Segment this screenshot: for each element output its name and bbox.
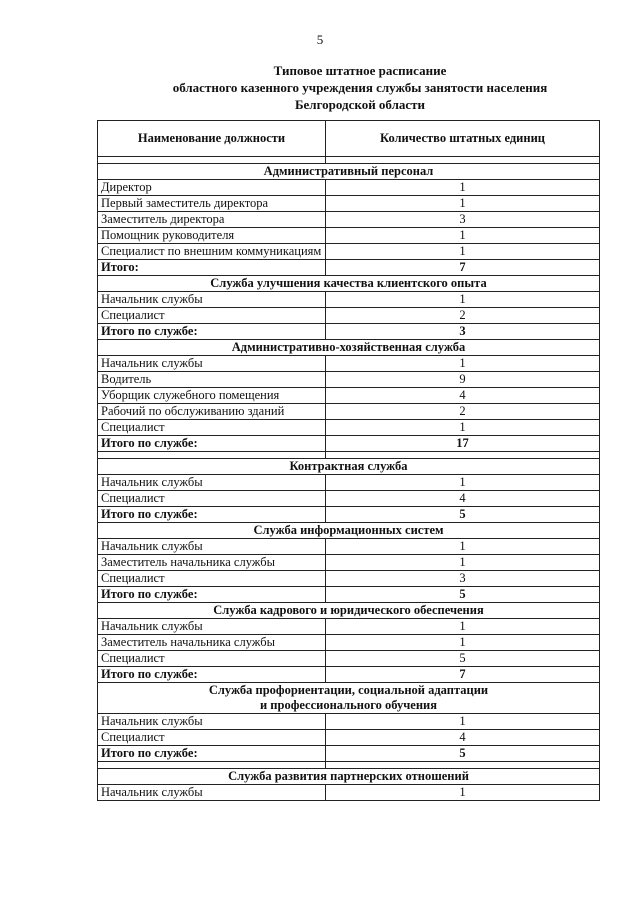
section-row (98, 276, 600, 292)
spacer-row (98, 762, 600, 769)
section-row (98, 769, 600, 785)
staff-schedule-table (97, 120, 600, 801)
position-count: 1 (326, 292, 600, 308)
position-name: Специалист (98, 308, 326, 324)
position-name: Специалист (98, 651, 326, 667)
table-header-row (98, 121, 600, 157)
position-count: 9 (326, 372, 600, 388)
position-name: Начальник службы (98, 785, 326, 801)
table-row (98, 571, 600, 587)
table-row (98, 714, 600, 730)
section-title: Административно-хозяйственная служба (98, 340, 600, 356)
total-label: Итого по службе: (98, 507, 326, 523)
total-row (98, 587, 600, 603)
page-number: 5 (316, 32, 324, 47)
position-name: Помощник руководителя (98, 228, 326, 244)
position-count: 1 (326, 180, 600, 196)
position-name: Заместитель начальника службы (98, 635, 326, 651)
section-title (98, 683, 600, 714)
total-row (98, 667, 600, 683)
position-count: 1 (326, 196, 600, 212)
section-title: Служба кадрового и юридического обеспечения (98, 603, 600, 619)
section-title-line-2: и профессионального обучения (259, 698, 438, 712)
table-row (98, 356, 600, 372)
position-count: 1 (326, 475, 600, 491)
table-row (98, 555, 600, 571)
position-name: Начальник службы (98, 539, 326, 555)
total-row (98, 507, 600, 523)
table-row (98, 372, 600, 388)
table-row (98, 635, 600, 651)
table-row (98, 308, 600, 324)
position-name: Специалист (98, 420, 326, 436)
position-count: 1 (326, 555, 600, 571)
position-name: Начальник службы (98, 292, 326, 308)
table-row (98, 785, 600, 801)
position-name: Водитель (98, 372, 326, 388)
total-value: 7 (326, 260, 600, 276)
position-name: Рабочий по обслуживанию зданий (98, 404, 326, 420)
table-row (98, 212, 600, 228)
table-row (98, 404, 600, 420)
table-row (98, 539, 600, 555)
section-title: Служба развития партнерских отношений (98, 769, 600, 785)
total-row (98, 260, 600, 276)
position-name: Первый заместитель директора (98, 196, 326, 212)
table-row (98, 244, 600, 260)
table-row (98, 180, 600, 196)
table-row (98, 491, 600, 507)
position-count: 1 (326, 244, 600, 260)
total-row (98, 746, 600, 762)
section-title: Административный персонал (98, 164, 600, 180)
position-name: Уборщик служебного помещения (98, 388, 326, 404)
title-line-3: Белгородской области (294, 97, 426, 112)
table-row (98, 196, 600, 212)
table-row (98, 730, 600, 746)
document-title (60, 62, 640, 113)
total-label: Итого: (98, 260, 326, 276)
position-count: 1 (326, 785, 600, 801)
total-value: 5 (326, 746, 600, 762)
position-name: Специалист (98, 491, 326, 507)
position-name: Директор (98, 180, 326, 196)
table-row (98, 388, 600, 404)
total-label: Итого по службе: (98, 746, 326, 762)
section-row (98, 603, 600, 619)
position-count: 1 (326, 228, 600, 244)
title-line-2: областного казенного учреждения службы занятости населения (172, 80, 548, 95)
position-count: 4 (326, 388, 600, 404)
total-label: Итого по службе: (98, 324, 326, 340)
position-count: 1 (326, 619, 600, 635)
section-title: Контрактная служба (98, 459, 600, 475)
position-name: Специалист по внешним коммуникациям (98, 244, 326, 260)
total-row (98, 436, 600, 452)
column-header-count: Количество штатных единиц (326, 121, 600, 157)
position-count: 3 (326, 571, 600, 587)
total-value: 5 (326, 507, 600, 523)
position-name: Начальник службы (98, 619, 326, 635)
position-count: 1 (326, 356, 600, 372)
total-value: 7 (326, 667, 600, 683)
position-name: Специалист (98, 730, 326, 746)
total-label: Итого по службе: (98, 587, 326, 603)
position-name: Заместитель начальника службы (98, 555, 326, 571)
title-line-1: Типовое штатное расписание (273, 63, 447, 78)
position-count: 4 (326, 491, 600, 507)
position-count: 1 (326, 420, 600, 436)
total-value: 3 (326, 324, 600, 340)
position-count: 4 (326, 730, 600, 746)
section-row (98, 523, 600, 539)
position-name: Начальник службы (98, 356, 326, 372)
total-label: Итого по службе: (98, 667, 326, 683)
spacer-row (98, 157, 600, 164)
position-count: 1 (326, 635, 600, 651)
position-count: 5 (326, 651, 600, 667)
spacer-row (98, 452, 600, 459)
total-label: Итого по службе: (98, 436, 326, 452)
position-count: 2 (326, 308, 600, 324)
table-row (98, 292, 600, 308)
table-row (98, 420, 600, 436)
section-title: Служба информационных систем (98, 523, 600, 539)
section-title-line-1: Служба профориентации, социальной адаптации (208, 683, 489, 697)
position-count: 1 (326, 539, 600, 555)
table-row (98, 651, 600, 667)
position-count: 3 (326, 212, 600, 228)
position-name: Начальник службы (98, 475, 326, 491)
position-count: 2 (326, 404, 600, 420)
table-row (98, 619, 600, 635)
section-row (98, 459, 600, 475)
total-value: 5 (326, 587, 600, 603)
total-value: 17 (326, 436, 600, 452)
section-row (98, 164, 600, 180)
total-row (98, 324, 600, 340)
table-row (98, 228, 600, 244)
position-name: Специалист (98, 571, 326, 587)
column-header-position: Наименование должности (98, 121, 326, 157)
section-row (98, 340, 600, 356)
section-title: Служба улучшения качества клиентского опыта (98, 276, 600, 292)
table-body (98, 157, 600, 801)
table-row (98, 475, 600, 491)
position-name: Начальник службы (98, 714, 326, 730)
position-count: 1 (326, 714, 600, 730)
section-row (98, 683, 600, 714)
position-name: Заместитель директора (98, 212, 326, 228)
